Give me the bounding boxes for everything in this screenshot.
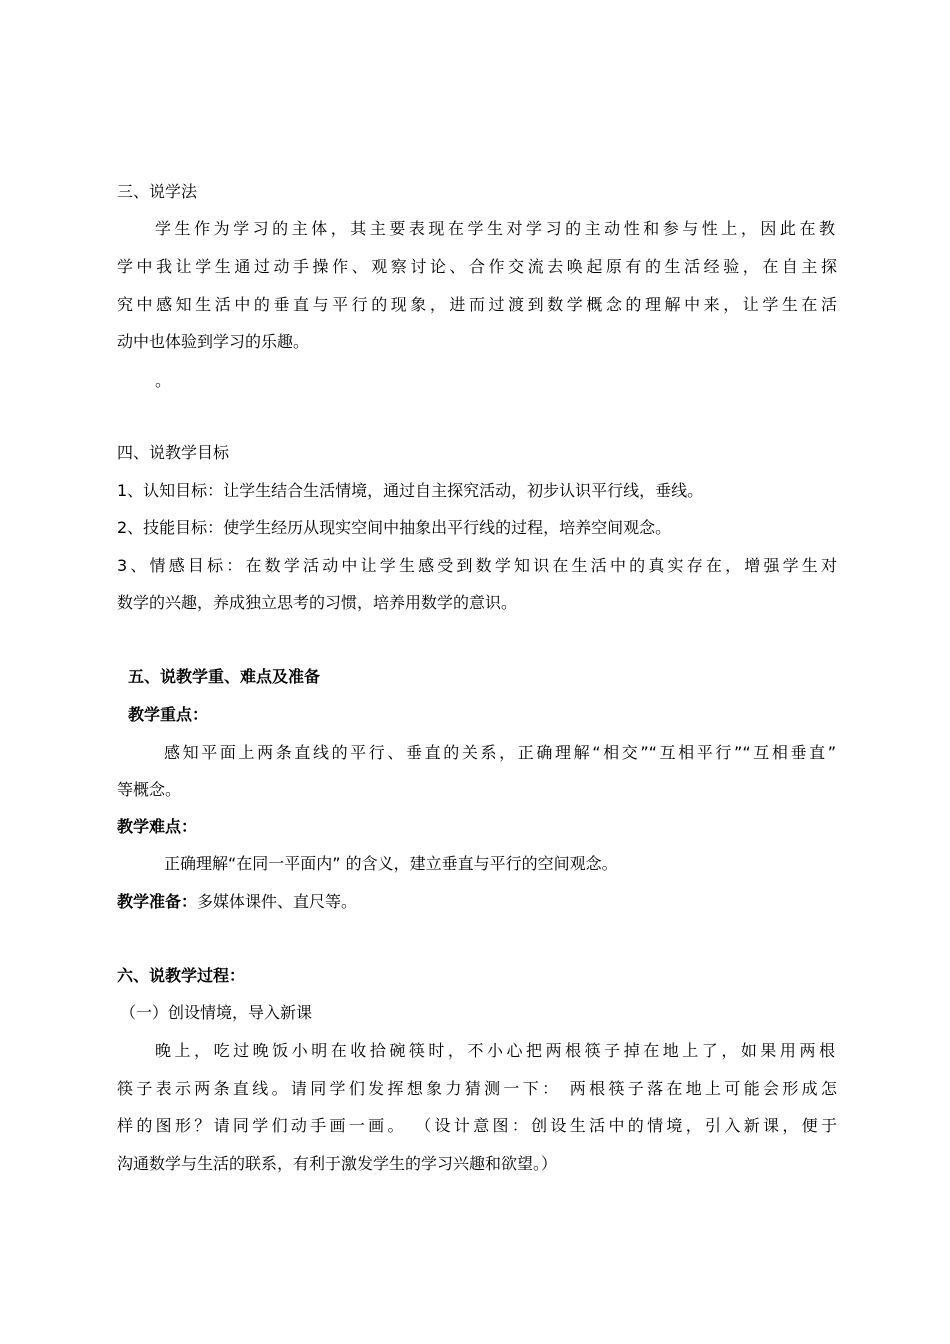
section-heading-teaching-process: 六、说教学过程： — [117, 966, 246, 985]
difficulty-text: 正确理解“在同一平面内” 的含义，建立垂直与平行的空间观念。 — [164, 854, 618, 873]
section-heading-key-difficult: 五、说教学重、难点及准备 — [128, 667, 321, 686]
subsection-heading-intro: （一）创设情境，导入新课 — [120, 1003, 313, 1022]
paragraph-line: 动中也体验到学习的乐趣。 — [117, 332, 310, 351]
paragraph-line: 晚上，吃过晚饭小明在收拾碗筷时，不小心把两根筷子掉在地上了，如果用两根 — [155, 1041, 835, 1060]
key-points-text-line: 感知平面上两条直线的平行、垂直的关系，正确理解“相交”“互相平行”“互相垂直” — [164, 743, 836, 762]
goal-cognitive: 1、认知目标：让学生结合生活情境，通过自主探究活动，初步认识平行线，垂线。 — [117, 481, 704, 500]
preparation-label: 教学准备： — [117, 892, 198, 911]
difficulty-label: 教学难点： — [117, 817, 198, 836]
key-points-label: 教学重点： — [128, 705, 209, 724]
paragraph-line: 究中感知生活中的垂直与平行的现象，进而过渡到数学概念的理解中来，让学生在活 — [117, 295, 837, 314]
goal-emotional-line: 3、情感目标：在数学活动中让学生感受到数学知识在生活中的真实存在，增强学生对 — [117, 556, 837, 575]
paragraph-line: 学中我让学生通过动手操作、观察讨论、合作交流去唤起原有的生活经验，在自主探 — [117, 257, 837, 276]
paragraph-line: 样的图形？请同学们动手画一画。 （设计意图：创设生活中的情境，引入新课，便于 — [117, 1116, 837, 1135]
paragraph-line: 学生作为学习的主体，其主要表现在学生对学习的主动性和参与性上，因此在教 — [155, 219, 835, 238]
preparation-row — [117, 891, 837, 913]
stray-punctuation: 。 — [155, 371, 172, 390]
paragraph-line: 沟通数学与生活的联系，有利于激发学生的学习兴趣和欲望。） — [117, 1154, 558, 1173]
section-heading-study-method: 三、说学法 — [117, 182, 198, 201]
key-points-text-line: 等概念。 — [117, 780, 182, 799]
goal-skill: 2、技能目标：使学生经历从现实空间中抽象出平行线的过程，培养空间观念。 — [117, 518, 672, 537]
section-heading-teaching-goals: 四、说教学目标 — [117, 443, 230, 462]
preparation-text: 多媒体课件、直尺等。 — [197, 892, 358, 911]
goal-emotional-line: 数学的兴趣，养成独立思考的习惯，培养用数学的意识。 — [117, 593, 518, 612]
paragraph-line: 筷子表示两条直线。请同学们发挥想象力猜测一下： 两根筷子落在地上可能会形成怎 — [117, 1079, 837, 1098]
